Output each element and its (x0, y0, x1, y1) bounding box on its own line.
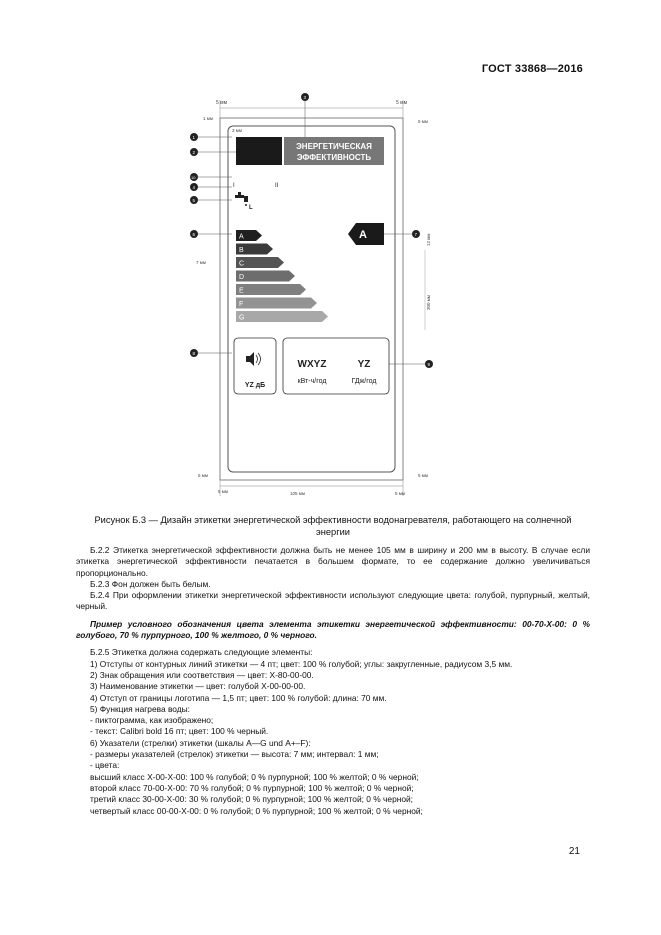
callout-9: 9 (427, 362, 431, 367)
class-bar-label: E (239, 287, 244, 295)
callout-5: 5 (192, 198, 196, 203)
dim-bottom-105mm: 105 мм (290, 491, 305, 496)
class-scale (236, 230, 328, 322)
dim-bottom-right-5mm: 5 мм (418, 473, 428, 478)
class-bar-label: D (239, 274, 245, 281)
class-bar-label: B (239, 247, 244, 254)
current-class-letter: A (359, 229, 367, 241)
list-item: высший класс Х-00-Х-00: 100 % голубой; 0 % пурпурной; 100 % желтой; 0 % черной; (90, 771, 419, 782)
callout-1: 1 (192, 135, 196, 140)
standard-number: ГОСТ 33868—2016 (481, 63, 583, 75)
dim-inner-3mm: 3 мм (232, 128, 242, 133)
body-text (76, 545, 590, 817)
dim-top-right-5mm: 5 мм (396, 100, 408, 106)
energy-unit2: ГДж/год (351, 378, 377, 385)
callout-3: 3 (303, 95, 307, 100)
dim-right-5mm: 5 мм (418, 119, 428, 124)
list-item: второй класс 70-00-Х-00: 70 % голубой; 0 % пурпурной; 100 % желтой; 0 % черной; (90, 782, 414, 793)
class-bar-f (236, 298, 317, 309)
label-title-line1: ЭНЕРГЕТИЧЕСКАЯ (296, 142, 372, 151)
list-item: 6) Указатели (стрелки) этикетки (шкалы А—G und А+–F): (90, 737, 311, 748)
roman-one: I (233, 183, 235, 189)
paragraph-b23: Б.2.3 Фон должен быть белым. (90, 578, 211, 589)
noise-value: YZ дБ (244, 382, 266, 389)
list-item: - пиктограмма, как изображено; (90, 715, 214, 726)
dim-300mm: 300 мм (426, 295, 431, 310)
class-bar-label: C (239, 260, 245, 268)
class-bar-label: G (239, 314, 245, 322)
caption-line2: энергии (316, 527, 350, 537)
example-note: Пример условного обозначения цвета элемента этикетки энергетической эффективности: 00-70-Х-00: 0 % голубого, 70 % пурпурного, 100 % желтого, 0 % черного. (76, 618, 590, 641)
list-item: - текст: Calibri bold 16 пт; цвет: 100 % черный. (90, 726, 269, 737)
list-item: 2) Знак обращения или соответствия — цвет: X-80-00-00. (90, 669, 314, 680)
speaker-icon (246, 352, 261, 366)
dim-7mm: 7 мм (196, 260, 206, 265)
tap-suffix: L (249, 205, 253, 211)
dim-top-left-5mm: 5 мм (216, 100, 228, 106)
class-bar-d (236, 271, 295, 282)
callout-8: 8 (192, 351, 196, 356)
list-item: четвертый класс 00-00-Х-00: 0 % голубой; 0 % пурпурной; 100 % желтой; 0 % черной; (90, 805, 423, 816)
class-bar-g (236, 311, 328, 322)
energy-value2: YZ (357, 359, 371, 370)
class-bar-label: F (239, 301, 244, 308)
energy-value1: WXYZ (297, 359, 327, 370)
roman-two: II (275, 183, 279, 189)
list-item: 1) Отступы от контурных линий этикетки — 4 пт; цвет: 100 % голубой; углы: закругленные, радиусом 3,5 мм. (90, 658, 513, 669)
current-class-arrow (348, 223, 384, 245)
list-item: третий класс 30-00-Х-00: 30 % голубой; 0 % пурпурной; 100 % желтой; 0 % черной; (90, 794, 414, 805)
water-tap-icon (235, 192, 248, 206)
paragraph-b22: Б.2.2 Этикетка энергетической эффективности должна быть не менее 105 мм в ширину и 200 мм в высоту. В случае если этикетка энергетической эффективности печатается в большем формате, то ее содержание должно увеличиваться пропорционально. (76, 545, 590, 578)
dim-top-1mm: 1 мм (203, 116, 213, 121)
list-item: 5) Функция нагрева воды: (90, 703, 191, 714)
logo-block (236, 137, 282, 165)
class-bar-e (236, 284, 306, 295)
page-number: 21 (568, 846, 580, 857)
dim-bottom-5mm-left: 5 мм (218, 489, 228, 494)
list-item: 4) Отступ от границы логотипа — 1,5 пт; цвет: 100 % голубой: длина: 70 мм. (90, 692, 387, 703)
callout-2: 2 (192, 150, 196, 155)
callout-10: 10 (191, 175, 196, 180)
list-item: - размеры указателей (стрелок) этикетки — высота: 7 мм; интервал: 1 мм; (90, 749, 379, 760)
callout-7: 7 (414, 232, 418, 237)
paragraph-b24: Б.2.4 При оформлении этикетки энергетической эффективности используют следующие цвета: голубой, пурпурный, желтый, черный. (76, 590, 590, 612)
dim-12mm: 12 мм (426, 233, 431, 246)
list-item: 3) Наименование этикетки — цвет: голубой Х-00-00-00. (90, 681, 306, 692)
dim-bottom-5mm-right: 5 мм (395, 491, 405, 496)
class-bar-label: A (239, 233, 244, 241)
caption-line1: Рисунок Б.3 — Дизайн этикетки энергетической эффективности водонагревателя, работающего на солнечной (94, 515, 572, 525)
paragraph-b25: Б.2.5 Этикетка должна содержать следующие элементы: (90, 647, 313, 658)
label-title-line2: ЭФФЕКТИВНОСТЬ (296, 153, 372, 162)
callout-4: 4 (192, 185, 196, 190)
figure-caption (68, 514, 598, 538)
callout-6: 6 (192, 232, 196, 237)
list-item: - цвета: (90, 760, 120, 771)
energy-unit1: кВт-ч/год (297, 378, 327, 385)
dim-bottom-left-5mm: 5 мм (198, 473, 208, 478)
